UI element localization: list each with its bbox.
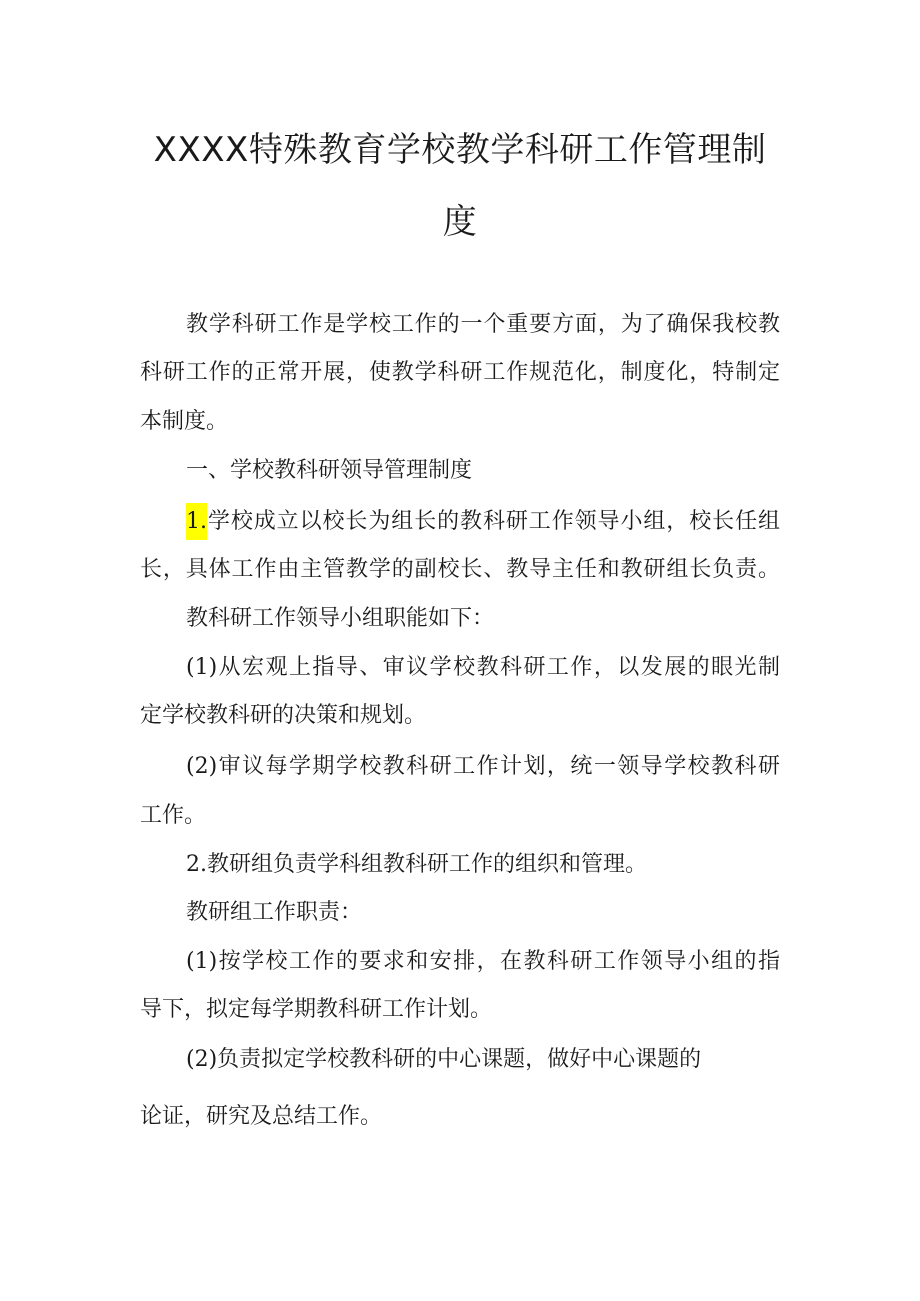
document-title-line-1: XXXX特殊教育学校教学科研工作管理制	[153, 130, 767, 170]
item-2: 2.教研组负责学科组教科研工作的组织和管理。	[186, 852, 647, 877]
intro-line-1: 教学科研工作是学校工作的一个重要方面，为了确保我校教	[186, 312, 780, 337]
duty-2-line-1: (2)负责拟定学校教科研的中心课题，做好中心课题的	[186, 1047, 702, 1072]
function-2-line-2: 工作。	[140, 803, 207, 828]
function-2-line-1: (2)审议每学期学校教科研工作计划，统一领导学校教科研	[186, 754, 780, 779]
duty-1-line-1: (1)按学校工作的要求和安排，在教科研工作领导小组的指	[186, 949, 780, 974]
intro-line-3: 本制度。	[140, 409, 229, 434]
function-1-line-2: 定学校教科研的决策和规划。	[140, 703, 427, 728]
highlighted-item-number: 1.	[186, 503, 207, 540]
item-1-line-1	[186, 507, 780, 537]
intro-line-2: 科研工作的正常开展，使教学科研工作规范化，制度化，特制定	[140, 360, 780, 385]
document-title-line-2: 度	[442, 202, 478, 242]
duty-1-line-2: 导下，拟定每学期教科研工作计划。	[140, 997, 493, 1022]
group-functions-label: 教科研工作领导小组职能如下：	[186, 606, 495, 631]
item-1-line-1-text: 学校成立以校长为组长的教科研工作领导小组，校长任组	[207, 509, 780, 534]
item-1-line-2: 长，具体工作由主管教学的副校长、教导主任和教研组长负责。	[140, 557, 780, 582]
section-1-heading: 一、学校教科研领导管理制度	[186, 458, 473, 483]
duties-label: 教研组工作职责：	[186, 900, 363, 925]
duty-2-line-2: 论证，研究及总结工作。	[140, 1104, 383, 1129]
function-1-line-1: (1)从宏观上指导、审议学校教科研工作，以发展的眼光制	[186, 655, 780, 680]
